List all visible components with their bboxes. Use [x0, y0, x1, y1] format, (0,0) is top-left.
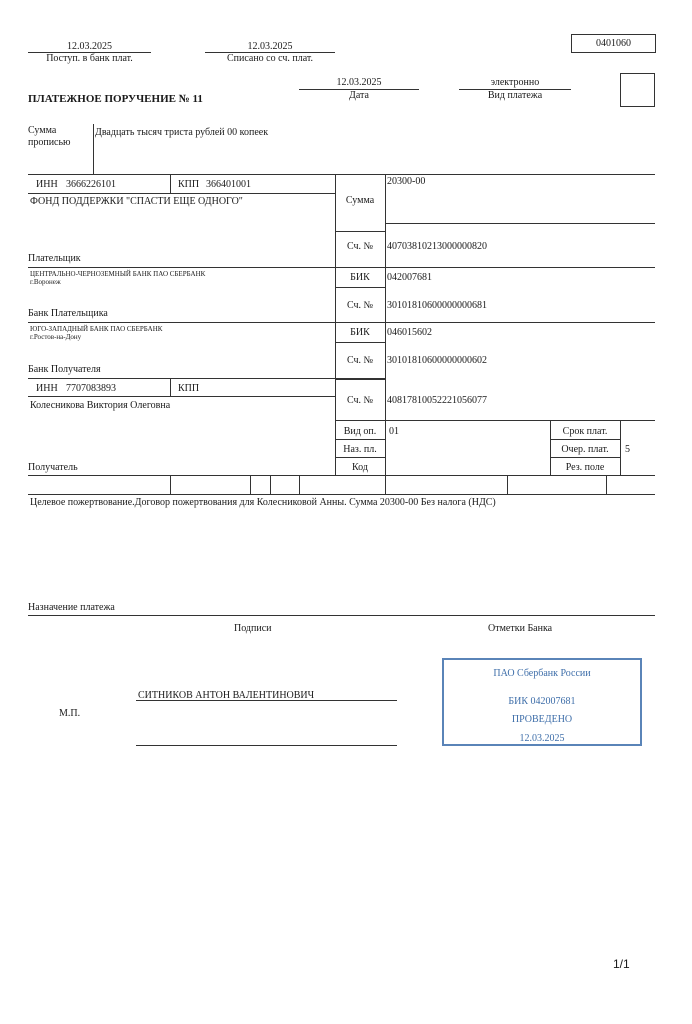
- received-label: Поступ. в банк плат.: [46, 53, 133, 64]
- payer-name: ФОНД ПОДДЕРЖКИ "СПАСТИ ЕЩЕ ОДНОГО": [30, 196, 243, 207]
- payment-type-label: Вид платежа: [487, 90, 543, 101]
- payer-bank-account-label: Сч. №: [346, 300, 374, 311]
- amount-words-value: Двадцать тысяч триста рублей 00 копеек: [95, 127, 269, 138]
- purpose-code-label: Наз. пл.: [343, 444, 377, 455]
- date-label: Дата: [349, 90, 369, 101]
- received-date: 12.03.2025: [67, 41, 112, 52]
- form-code-box: [571, 34, 656, 53]
- stamp-status: ПРОВЕДЕНО: [511, 714, 573, 725]
- op-type: 01: [389, 426, 399, 437]
- purpose-text: Целевое пожертвование.Договор пожертвования для Колесниковой Анны. Сумма 20300-00 Без налога (НДС): [30, 497, 496, 508]
- payee-account-label: Сч. №: [346, 395, 374, 406]
- code-label: Код: [352, 462, 368, 473]
- debited-date: 12.03.2025: [247, 41, 293, 52]
- payee-name: Колесникова Виктория Олеговна: [30, 400, 171, 411]
- payer-inn-label: ИНН: [36, 179, 58, 190]
- purpose-label: Назначение платежа: [28, 602, 115, 613]
- payer-kpp-label: КПП: [178, 179, 200, 190]
- payer-bik: 042007681: [387, 272, 432, 283]
- payee-bik: 046015602: [387, 327, 432, 338]
- payer-bank-account: 30101810600000000681: [387, 300, 487, 311]
- signatures-label: Подписи: [234, 623, 272, 634]
- payee-bank-name: ЮГО-ЗАПАДНЫЙ БАНК ПАО СБЕРБАНК: [30, 325, 163, 333]
- payee-bank-label: Банк Получателя: [28, 364, 101, 375]
- payee-account: 40817810052221056077: [387, 395, 487, 406]
- document-title: ПЛАТЕЖНОЕ ПОРУЧЕНИЕ № 11: [28, 93, 203, 105]
- form-code: 0401060: [596, 38, 631, 49]
- payee-bank-city: г.Ростов-на-Дону: [30, 333, 82, 341]
- reserve-label: Рез. поле: [565, 462, 605, 473]
- sum-label: Сумма: [345, 195, 375, 206]
- payer-label: Плательщик: [28, 253, 81, 264]
- payee-inn: 7707083893: [66, 383, 116, 394]
- due-label: Срок плат.: [562, 426, 608, 437]
- amount-words-label-1: Сумма: [28, 125, 57, 136]
- stamp-bik: БИК 042007681: [508, 696, 576, 707]
- order-value: 5: [625, 444, 630, 455]
- payee-bank-account-label: Сч. №: [346, 355, 374, 366]
- payee-inn-label: ИНН: [36, 383, 58, 394]
- bank-marks-label: Отметки Банка: [488, 623, 553, 634]
- payee-bank-account: 30101810600000000602: [387, 355, 487, 366]
- page-number: 1/1: [613, 957, 630, 971]
- payer-bank-city: г.Воронеж: [30, 278, 61, 286]
- payer-account: 40703810213000000820: [387, 241, 487, 252]
- sum-value: 20300-00: [387, 176, 426, 187]
- debited-label: Списано со сч. плат.: [226, 53, 314, 64]
- bank-stamp: [442, 658, 642, 746]
- payee-kpp-label: КПП: [178, 383, 200, 394]
- payer-inn: 3666226101: [66, 179, 116, 190]
- signer-name: СИТНИКОВ АНТОН ВАЛЕНТИНОВИЧ: [138, 690, 315, 701]
- payee-bik-label: БИК: [350, 327, 370, 338]
- payment-type-value: электронно: [490, 77, 540, 88]
- amount-words-label-2: прописью: [28, 137, 71, 148]
- payer-bik-label: БИК: [350, 272, 370, 283]
- stamp-bank: ПАО Сбербанк России: [493, 668, 591, 679]
- payer-account-label: Сч. №: [346, 241, 374, 252]
- payer-bank-name: ЦЕНТРАЛЬНО-ЧЕРНОЗЕМНЫЙ БАНК ПАО СБЕРБАНК: [30, 270, 206, 278]
- order-label: Очер. плат.: [561, 444, 609, 455]
- status-box: [620, 73, 655, 107]
- op-type-label: Вид оп.: [343, 426, 377, 437]
- seal-label: М.П.: [59, 708, 81, 719]
- stamp-date: 12.03.2025: [519, 733, 565, 744]
- payee-label: Получатель: [28, 462, 78, 473]
- payer-kpp: 366401001: [206, 179, 251, 190]
- date-value: 12.03.2025: [336, 77, 382, 88]
- payer-bank-label: Банк Плательщика: [28, 308, 108, 319]
